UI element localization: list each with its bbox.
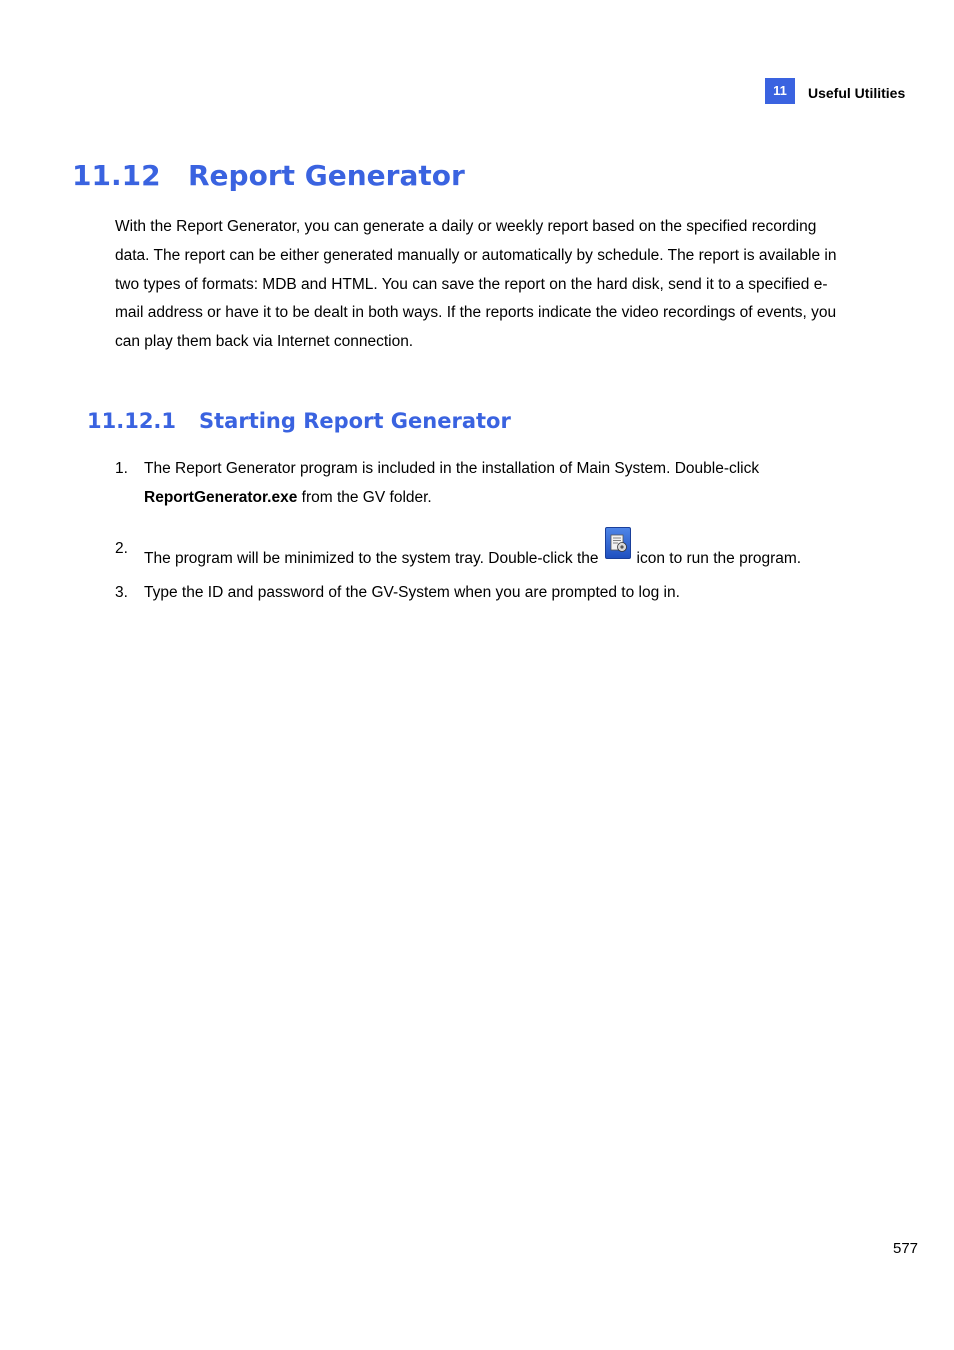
step-text: The Report Generator program is included in the installation of Main System. Double-click (144, 460, 760, 477)
step-text: icon to run the program. (636, 550, 802, 567)
section-heading (72, 156, 465, 196)
chapter-number-badge: 11 (765, 78, 795, 104)
list-item (115, 455, 845, 513)
list-item-number: 2. (115, 540, 128, 557)
intro-paragraph: With the Report Generator, you can generate a daily or weekly report based on the specified recording data. The report can be either generated manually or automatically by schedule. The report is available in two types of formats: MDB and HTML. You can save the report on the hard disk, send it to a specified e-mail address or have it to be dealt in both ways. If the reports indicate the video recordings of events, you can play them back via Internet connection. (115, 218, 837, 351)
list-item (115, 579, 845, 608)
list-item-number: 1. (115, 460, 128, 477)
subsection-number: 11.12.1 (87, 409, 177, 433)
page-number: 577 (893, 1240, 919, 1257)
program-filename: ReportGenerator.exe (144, 488, 298, 506)
report-generator-tray-icon (605, 527, 631, 559)
step-text: from the GV folder. (297, 488, 432, 506)
list-item-text (144, 455, 845, 513)
subsection-heading (87, 405, 511, 437)
section-title: Report Generator (188, 159, 465, 192)
chapter-title: Useful Utilities (808, 85, 906, 101)
list-item-text (144, 535, 845, 574)
list-item-number: 3. (115, 584, 128, 601)
subsection-title: Starting Report Generator (199, 409, 511, 433)
step-text: The program will be minimized to the system tray. Double-click the (144, 550, 599, 567)
list-item (115, 535, 845, 574)
section-number: 11.12 (72, 159, 161, 192)
list-item-text: Type the ID and password of the GV-System when you are prompted to log in. (144, 584, 680, 601)
